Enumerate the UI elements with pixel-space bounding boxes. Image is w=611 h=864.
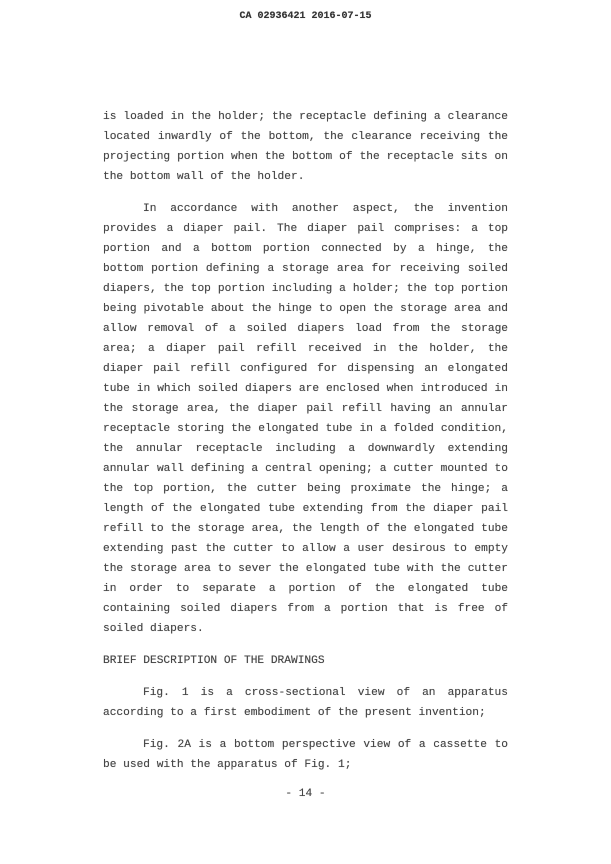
text-line: is loaded in the holder; the receptacle defining a clearance bbox=[103, 111, 508, 123]
text-line: containing soiled diapers from a portion that is free of bbox=[103, 603, 508, 615]
text-line: the bottom wall of the holder. bbox=[103, 171, 305, 183]
page-number: - 14 - bbox=[285, 788, 326, 800]
text-line: annular wall defining a central opening; a cutter mounted to bbox=[103, 463, 508, 475]
text-line: being pivotable about the hinge to open the storage area and bbox=[103, 303, 508, 315]
text-line: bottom portion defining a storage area for receiving soiled bbox=[103, 263, 508, 275]
text-line: allow removal of a soiled diapers load from the storage bbox=[103, 323, 508, 335]
text-line: length of the elongated tube extending from the diaper pail bbox=[103, 503, 508, 515]
text-line: extending past the cutter to allow a user desirous to empty bbox=[103, 543, 508, 555]
paragraph bbox=[103, 735, 508, 775]
text-line: diaper pail refill configured for dispensing an elongated bbox=[103, 363, 508, 375]
section-heading-text: BRIEF DESCRIPTION OF THE DRAWINGS bbox=[103, 655, 325, 667]
text-line: the annular receptacle including a downwardly extending bbox=[103, 443, 508, 455]
text-line: the top portion, the cutter being proximate the hinge; a bbox=[103, 483, 508, 495]
text-line: according to a first embodiment of the present invention; bbox=[103, 707, 486, 719]
text-line: refill to the storage area, the length of the elongated tube bbox=[103, 523, 508, 535]
text-line: soiled diapers. bbox=[103, 623, 204, 635]
text-line: Fig. 2A is a bottom perspective view of a cassette to bbox=[143, 739, 508, 751]
text-line: tube in which soiled diapers are enclosed when introduced in bbox=[103, 383, 508, 395]
text-line: in order to separate a portion of the elongated tube bbox=[103, 583, 508, 595]
paragraph bbox=[103, 199, 508, 639]
text-line: the storage area, the diaper pail refill having an annular bbox=[103, 403, 508, 415]
text-line: projecting portion when the bottom of the receptacle sits on bbox=[103, 151, 508, 163]
text-line: In accordance with another aspect, the invention bbox=[143, 203, 508, 215]
text-line: area; a diaper pail refill received in the holder, the bbox=[103, 343, 508, 355]
text-line: portion and a bottom portion connected by a hinge, the bbox=[103, 243, 508, 255]
document-id-header: CA 02936421 2016-07-15 bbox=[239, 11, 372, 22]
text-line: diapers, the top portion including a holder; the top portion bbox=[103, 283, 508, 295]
section-heading bbox=[103, 651, 508, 671]
text-line: be used with the apparatus of Fig. 1; bbox=[103, 759, 352, 771]
text-line: the storage area to sever the elongated tube with the cutter bbox=[103, 563, 508, 575]
text-line: Fig. 1 is a cross-sectional view of an apparatus bbox=[143, 687, 508, 699]
text-line: receptacle storing the elongated tube in a folded condition, bbox=[103, 423, 508, 435]
paragraph bbox=[103, 683, 508, 723]
document-body bbox=[103, 107, 508, 775]
text-line: provides a diaper pail. The diaper pail comprises: a top bbox=[103, 223, 508, 235]
paragraph bbox=[103, 107, 508, 187]
text-line: located inwardly of the bottom, the clearance receiving the bbox=[103, 131, 508, 143]
